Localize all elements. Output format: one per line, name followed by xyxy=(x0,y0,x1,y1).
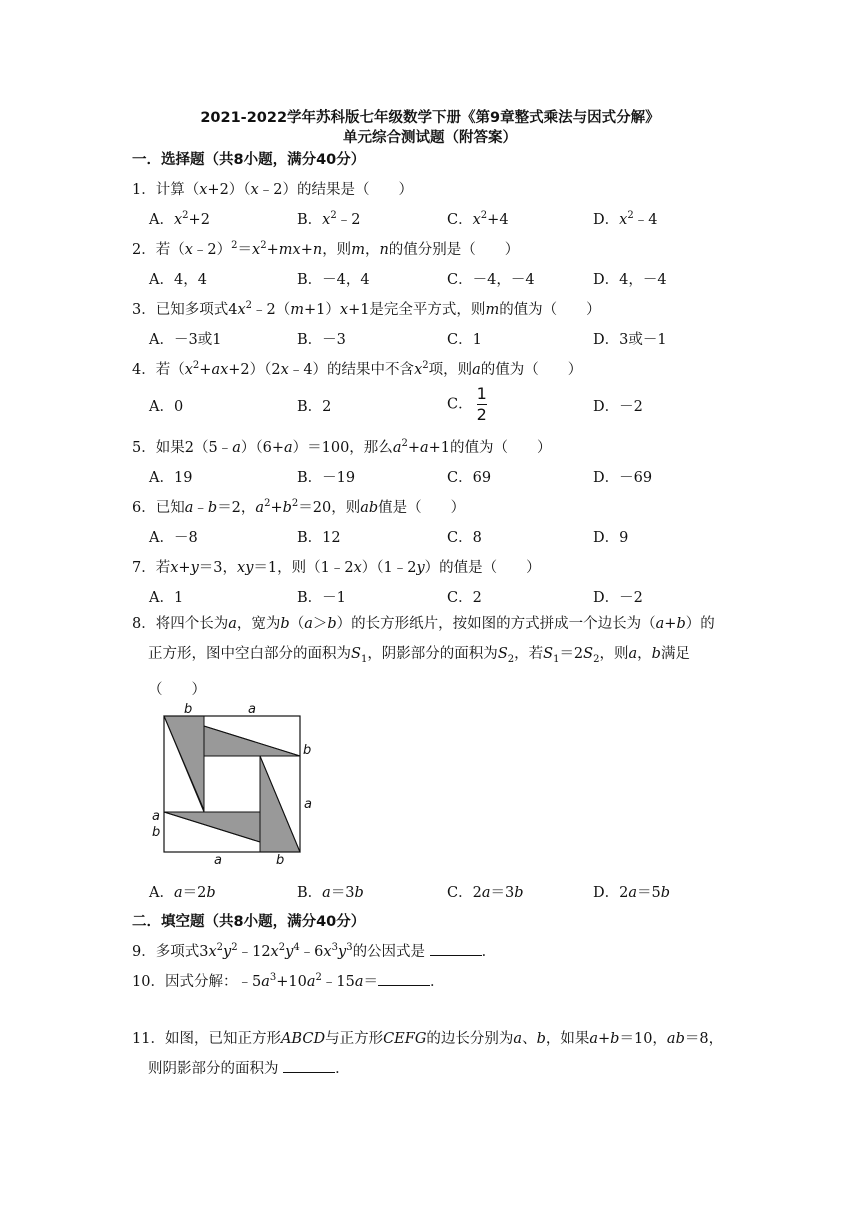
q3-option-a: A．－3或1 xyxy=(149,332,222,348)
q2-option-b: B．－4，4 xyxy=(297,272,370,288)
question-6: 6．已知a﹣b＝2，$a^2+b^2=20$，则ab值是（ ） xyxy=(132,498,466,516)
question-10: 10．因式分解：$﹣5a^3+10a^2﹣15a=$ ． xyxy=(132,972,445,990)
question-4: 4．若$(x^2+ax+2)(2x﹣4)$的结果中不含$x^2$项，则a的值为（ ） xyxy=(132,360,583,378)
question-5: 5．如果2（5﹣a）（6+a）＝100，那么$a^2+a+1$的值为（ ） xyxy=(132,438,552,456)
q6-option-c: C．8 xyxy=(447,530,482,546)
q4-option-b: B．2 xyxy=(297,399,332,415)
question-11: 11．如图，已知正方形ABCD与正方形CEFG的边长分别为a、b，如果a+b＝10，ab＝8， 则阴影部分的面积为 ． xyxy=(132,1031,724,1077)
q5-option-d: D．－69 xyxy=(593,470,653,486)
answer-blank-11[interactable] xyxy=(283,1058,335,1073)
q7-option-c: C．2 xyxy=(447,590,482,606)
q1-option-d: D．$x^2﹣4$ xyxy=(593,210,658,228)
q4-option-c xyxy=(447,386,487,423)
q7-option-b: B．－1 xyxy=(297,590,346,606)
q5-option-b: B．－19 xyxy=(297,470,356,486)
question-8-figure xyxy=(152,700,312,868)
question-2: 2．若$(x﹣2)^2=x^2+mx+n$，则m，n的值分别是（ ） xyxy=(132,240,520,258)
document-title-line2: 单元综合测试题（附答案） xyxy=(343,130,517,146)
q7-option-d: D．－2 xyxy=(593,590,643,606)
q1-option-a: A．$x^2+2$ xyxy=(149,210,210,228)
question-7: 7．若x+y＝3，xy＝1，则（1﹣2x）（1﹣2y）的值是（ ） xyxy=(132,560,541,576)
q8-option-a: A．a＝2b xyxy=(149,885,216,901)
q2-option-c: C．－4，－4 xyxy=(447,272,535,288)
section-1-heading: 一．选择题（共8小题，满分40分） xyxy=(132,152,366,168)
question-3: 3．已知多项式$4x^2﹣2(m+1)x+1$是完全平方式，则m的值为（ ） xyxy=(132,300,601,318)
label-left-a: a xyxy=(152,809,160,824)
section-2-heading: 二．填空题（共8小题，满分40分） xyxy=(132,914,366,930)
q8-option-b: B．a＝3b xyxy=(297,885,364,901)
label-bottom-a: a xyxy=(214,853,222,868)
question-9: 9．多项式$3x^2y^2﹣12x^2y^4﹣6x^3y^3$的公因式是 ． xyxy=(132,942,497,960)
q6-option-a: A．－8 xyxy=(149,530,198,546)
q5-option-c: C．69 xyxy=(447,470,492,486)
label-right-b: b xyxy=(303,743,312,758)
q4-option-c-label: C． xyxy=(447,396,473,413)
fraction-one-half xyxy=(477,386,487,423)
q4-option-d: D．－2 xyxy=(593,399,643,415)
q6-option-b: B．12 xyxy=(297,530,341,546)
label-bottom-b: b xyxy=(276,853,285,868)
q7-option-a: A．1 xyxy=(149,590,184,606)
q1-option-b: B．$x^2﹣2$ xyxy=(297,210,361,228)
label-left-b: b xyxy=(152,825,161,840)
q6-option-d: D．9 xyxy=(593,530,629,546)
label-top-b: b xyxy=(184,702,193,717)
answer-blank-9[interactable] xyxy=(430,941,482,956)
q8-option-c: C．2a＝3b xyxy=(447,885,524,901)
fraction-numerator: 1 xyxy=(476,384,487,403)
q2-option-a: A．4，4 xyxy=(149,272,207,288)
q3-option-d: D．3或－1 xyxy=(593,332,667,348)
label-right-a: a xyxy=(304,797,312,812)
q4-option-a: A．0 xyxy=(149,399,184,415)
answer-blank-10[interactable] xyxy=(378,971,430,986)
fraction-denominator: 2 xyxy=(476,405,487,424)
question-1: 1．计算（x+2）（x﹣2）的结果是（ ） xyxy=(132,182,413,198)
question-8: 8．将四个长为a，宽为b（a＞b）的长方形纸片，按如图的方式拼成一个边长为（a+b）的 正方形，图中空白部分的面积为$S_1$，阴影部分的面积为$S_2$，若$S_1=2S_2$，则a，b满足 （ ） xyxy=(132,616,715,698)
q5-option-a: A．19 xyxy=(149,470,193,486)
label-top-a: a xyxy=(248,702,256,717)
q1-option-c: C．$x^2+4$ xyxy=(447,210,509,228)
q2-option-d: D．4，－4 xyxy=(593,272,667,288)
q3-option-c: C．1 xyxy=(447,332,482,348)
document-title-line1: 2021-2022学年苏科版七年级数学下册《第9章整式乘法与因式分解》 xyxy=(200,110,660,126)
q3-option-b: B．－3 xyxy=(297,332,346,348)
q8-option-d: D．2a＝5b xyxy=(593,885,671,901)
